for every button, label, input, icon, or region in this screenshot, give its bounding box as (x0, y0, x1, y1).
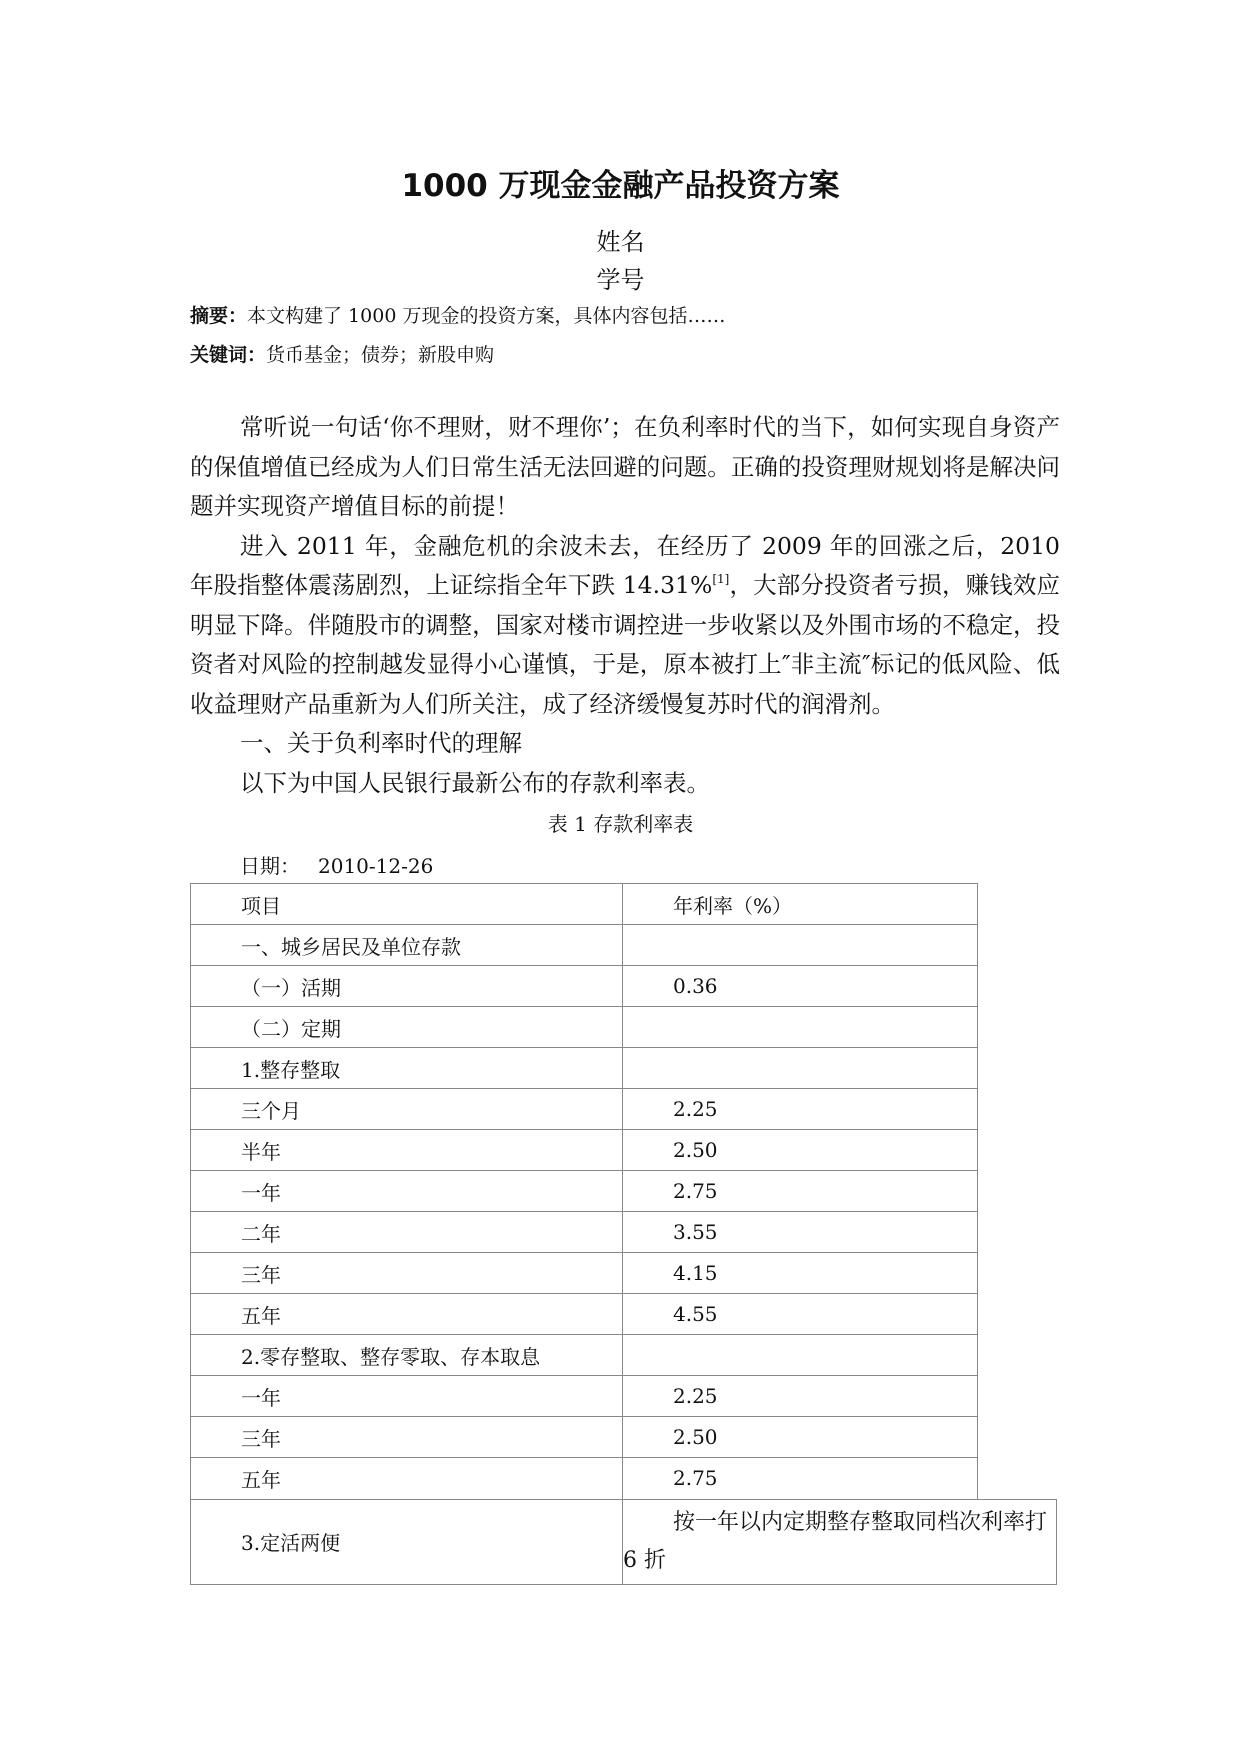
abstract-label: 摘要： (190, 305, 248, 327)
header-item: 项目 (191, 884, 623, 925)
row-rate: 2.50 (623, 1417, 978, 1458)
keywords-text: 货币基金；债券；新股申购 (266, 344, 495, 366)
interest-rate-table (190, 883, 1057, 1585)
row-item: 2.零存整取、整存零取、存本取息 (191, 1335, 623, 1376)
table-row (191, 966, 1057, 1007)
row-rate: 2.25 (623, 1376, 978, 1417)
header-rate: 年利率（%） (623, 884, 978, 925)
row-rate (623, 1335, 978, 1376)
row-item: 五年 (191, 1458, 623, 1500)
table-row (191, 1130, 1057, 1171)
row-item: 3.定活两便 (191, 1499, 623, 1584)
table-row (191, 1253, 1057, 1294)
table-header-row (191, 884, 1057, 925)
keywords-label: 关键词： (190, 344, 267, 366)
row-rate: 0.36 (623, 966, 978, 1007)
author-name: 姓名 (596, 228, 645, 256)
paragraph-1: 常听说一句话‘你不理财，财不理你’；在负利率时代的当下，如何实现自身资产的保值增值已经成为人们日常生活无法回避的问题。正确的投资理财规划将是解决问题并实现资产增值目标的前提！ (190, 413, 1060, 520)
table-row (191, 1212, 1057, 1253)
row-rate (623, 1007, 978, 1048)
keywords-line (190, 340, 494, 367)
paragraph-4: 以下为中国人民银行最新公布的存款利率表。 (240, 768, 710, 797)
date-value: 2010-12-26 (318, 854, 434, 878)
row-item: （二）定期 (191, 1007, 623, 1048)
paragraph-2-part-1: 进入 2011 年，金融危机的余波未去，在经历了 2009 年的回涨之后，2010 年股指整体震荡剧烈，上证综指全年下跌 14.31% (190, 531, 1060, 599)
table-row (191, 1458, 1057, 1500)
row-item: 三个月 (191, 1089, 623, 1130)
table-row (191, 1048, 1057, 1089)
paragraph-2 (190, 527, 1060, 725)
row-item: 二年 (191, 1212, 623, 1253)
student-id: 学号 (596, 266, 645, 294)
body-text (190, 408, 1060, 803)
table-row-last (191, 1499, 1057, 1584)
table-row (191, 1294, 1057, 1335)
row-item: 一、城乡居民及单位存款 (191, 925, 623, 966)
row-rate (623, 1048, 978, 1089)
table-row (191, 1089, 1057, 1130)
row-rate: 4.15 (623, 1253, 978, 1294)
row-rate: 2.50 (623, 1130, 978, 1171)
row-rate: 2.25 (623, 1089, 978, 1130)
abstract-text: 本文构建了 1000 万现金的投资方案，具体内容包括…… (247, 305, 726, 327)
table-row (191, 1417, 1057, 1458)
row-item: 一年 (191, 1171, 623, 1212)
row-item: （一）活期 (191, 966, 623, 1007)
table-row (191, 1335, 1057, 1376)
row-item: 三年 (191, 1417, 623, 1458)
table-row (191, 925, 1057, 966)
row-item: 半年 (191, 1130, 623, 1171)
rate-note-text: 按一年以内定期整存整取同档次利率打 6 折 (623, 1509, 1048, 1573)
row-rate-note (623, 1499, 1057, 1584)
abstract-line (190, 301, 725, 328)
citation-ref[interactable]: [1] (712, 572, 730, 586)
row-item: 1.整存整取 (191, 1048, 623, 1089)
row-rate: 2.75 (623, 1171, 978, 1212)
table-row (191, 1007, 1057, 1048)
table-row (191, 1376, 1057, 1417)
row-item: 五年 (191, 1294, 623, 1335)
table-row (191, 1171, 1057, 1212)
date-line (240, 850, 433, 879)
row-item: 三年 (191, 1253, 623, 1294)
row-rate: 2.75 (623, 1458, 978, 1500)
date-label: 日期： (240, 854, 300, 878)
document-title: 1000 万现金金融产品投资方案 (401, 168, 840, 204)
paragraph-2-part-2: ，大部分投资者亏损，赚钱效应明显下降。伴随股市的调整，国家对楼市调控进一步收紧以及外围市场的不稳定，投资者对风险的控制越发显得小心谨慎，于是，原本被打上″非主流″标记的低风险、低收益理财产品重新为人们所关注，成了经济缓慢复苏时代的润滑剂。 (190, 571, 1061, 718)
table-caption: 表 1 存款利率表 (547, 812, 694, 836)
row-item: 一年 (191, 1376, 623, 1417)
row-rate: 3.55 (623, 1212, 978, 1253)
section-heading-1: 一、关于负利率时代的理解 (240, 729, 522, 757)
row-rate: 4.55 (623, 1294, 978, 1335)
row-rate (623, 925, 978, 966)
